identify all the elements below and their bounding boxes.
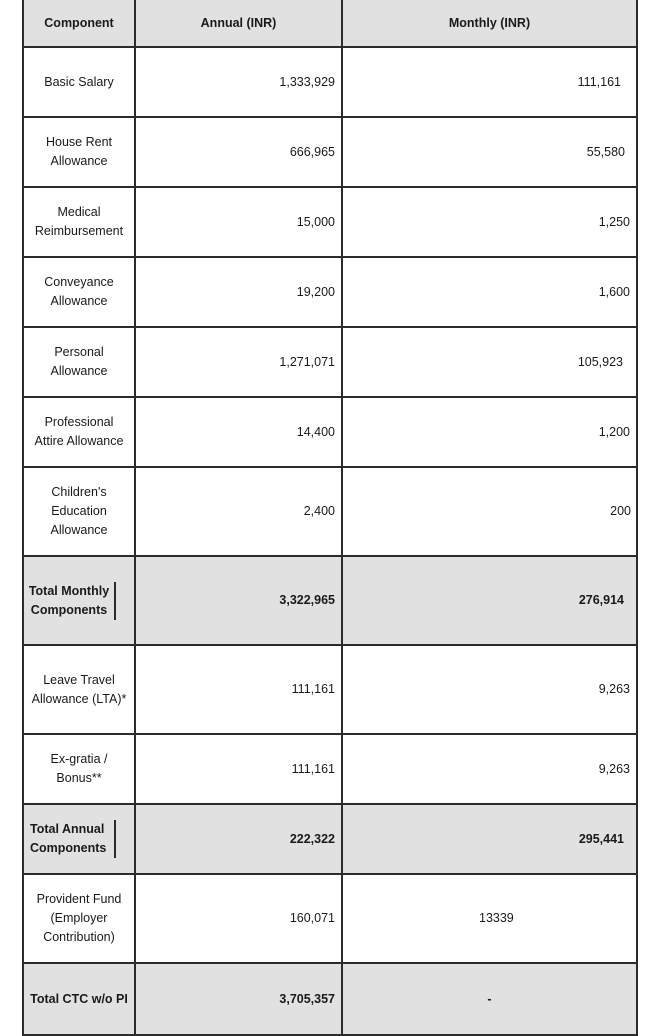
header-component: Component bbox=[23, 0, 135, 47]
row-annual: 2,400 bbox=[135, 467, 342, 556]
total-annual-monthly: 295,441 bbox=[342, 804, 637, 874]
row-monthly: 105,923 bbox=[342, 327, 637, 397]
provident-fund-annual: 160,071 bbox=[135, 874, 342, 963]
total-ctc-row bbox=[23, 963, 637, 1035]
row-monthly: 9,263 bbox=[342, 645, 637, 734]
total-monthly-label-cell bbox=[23, 556, 135, 645]
row-monthly: 1,250 bbox=[342, 187, 637, 257]
row-monthly: 200 bbox=[342, 467, 637, 556]
total-ctc-annual: 3,705,357 bbox=[135, 963, 342, 1035]
provident-fund-label: Provident Fund (Employer Contribution) bbox=[23, 874, 135, 963]
row-monthly: 1,600 bbox=[342, 257, 637, 327]
table-row bbox=[23, 734, 637, 804]
table-row bbox=[23, 397, 637, 467]
row-annual: 14,400 bbox=[135, 397, 342, 467]
row-monthly: 111,161 bbox=[342, 47, 637, 117]
provident-fund-row bbox=[23, 874, 637, 963]
total-monthly-annual: 3,322,965 bbox=[135, 556, 342, 645]
provident-fund-monthly-cell bbox=[342, 874, 637, 963]
total-annual-label: Total Annual Components bbox=[30, 822, 107, 855]
row-component: Ex-gratia / Bonus** bbox=[23, 734, 135, 804]
total-ctc-monthly: - bbox=[342, 963, 637, 1035]
header-annual: Annual (INR) bbox=[135, 0, 342, 47]
cell-divider bbox=[114, 820, 134, 858]
total-annual-label-cell bbox=[23, 804, 135, 874]
total-monthly-label: Total Monthly Components bbox=[28, 583, 110, 617]
row-component: Personal Allowance bbox=[23, 327, 135, 397]
row-annual: 15,000 bbox=[135, 187, 342, 257]
row-component: House Rent Allowance bbox=[23, 117, 135, 187]
row-annual: 111,161 bbox=[135, 734, 342, 804]
table-row bbox=[23, 327, 637, 397]
total-annual-row bbox=[23, 804, 637, 874]
header-monthly: Monthly (INR) bbox=[342, 0, 637, 47]
salary-breakdown-table bbox=[22, 0, 638, 1036]
table-row bbox=[23, 467, 637, 556]
row-monthly: 1,200 bbox=[342, 397, 637, 467]
cell-divider bbox=[114, 582, 134, 620]
row-component: Basic Salary bbox=[23, 47, 135, 117]
row-component: Medical Reimbursement bbox=[23, 187, 135, 257]
row-component: Children's Education Allowance bbox=[23, 467, 135, 556]
total-monthly-monthly: 276,914 bbox=[342, 556, 637, 645]
total-ctc-label: Total CTC w/o PI bbox=[23, 963, 135, 1035]
row-component: Leave Travel Allowance (LTA)* bbox=[23, 645, 135, 734]
row-annual: 111,161 bbox=[135, 645, 342, 734]
table-row bbox=[23, 257, 637, 327]
header-row bbox=[23, 0, 637, 47]
provident-fund-monthly: 13339 bbox=[479, 911, 514, 925]
row-annual: 1,333,929 bbox=[135, 47, 342, 117]
row-annual: 666,965 bbox=[135, 117, 342, 187]
table-row bbox=[23, 117, 637, 187]
row-component: Conveyance Allowance bbox=[23, 257, 135, 327]
row-annual: 19,200 bbox=[135, 257, 342, 327]
row-component: Professional Attire Allowance bbox=[23, 397, 135, 467]
row-monthly: 55,580 bbox=[342, 117, 637, 187]
table-row bbox=[23, 47, 637, 117]
total-annual-annual: 222,322 bbox=[135, 804, 342, 874]
row-annual: 1,271,071 bbox=[135, 327, 342, 397]
table-row bbox=[23, 645, 637, 734]
row-monthly: 9,263 bbox=[342, 734, 637, 804]
total-monthly-row bbox=[23, 556, 637, 645]
table-row bbox=[23, 187, 637, 257]
